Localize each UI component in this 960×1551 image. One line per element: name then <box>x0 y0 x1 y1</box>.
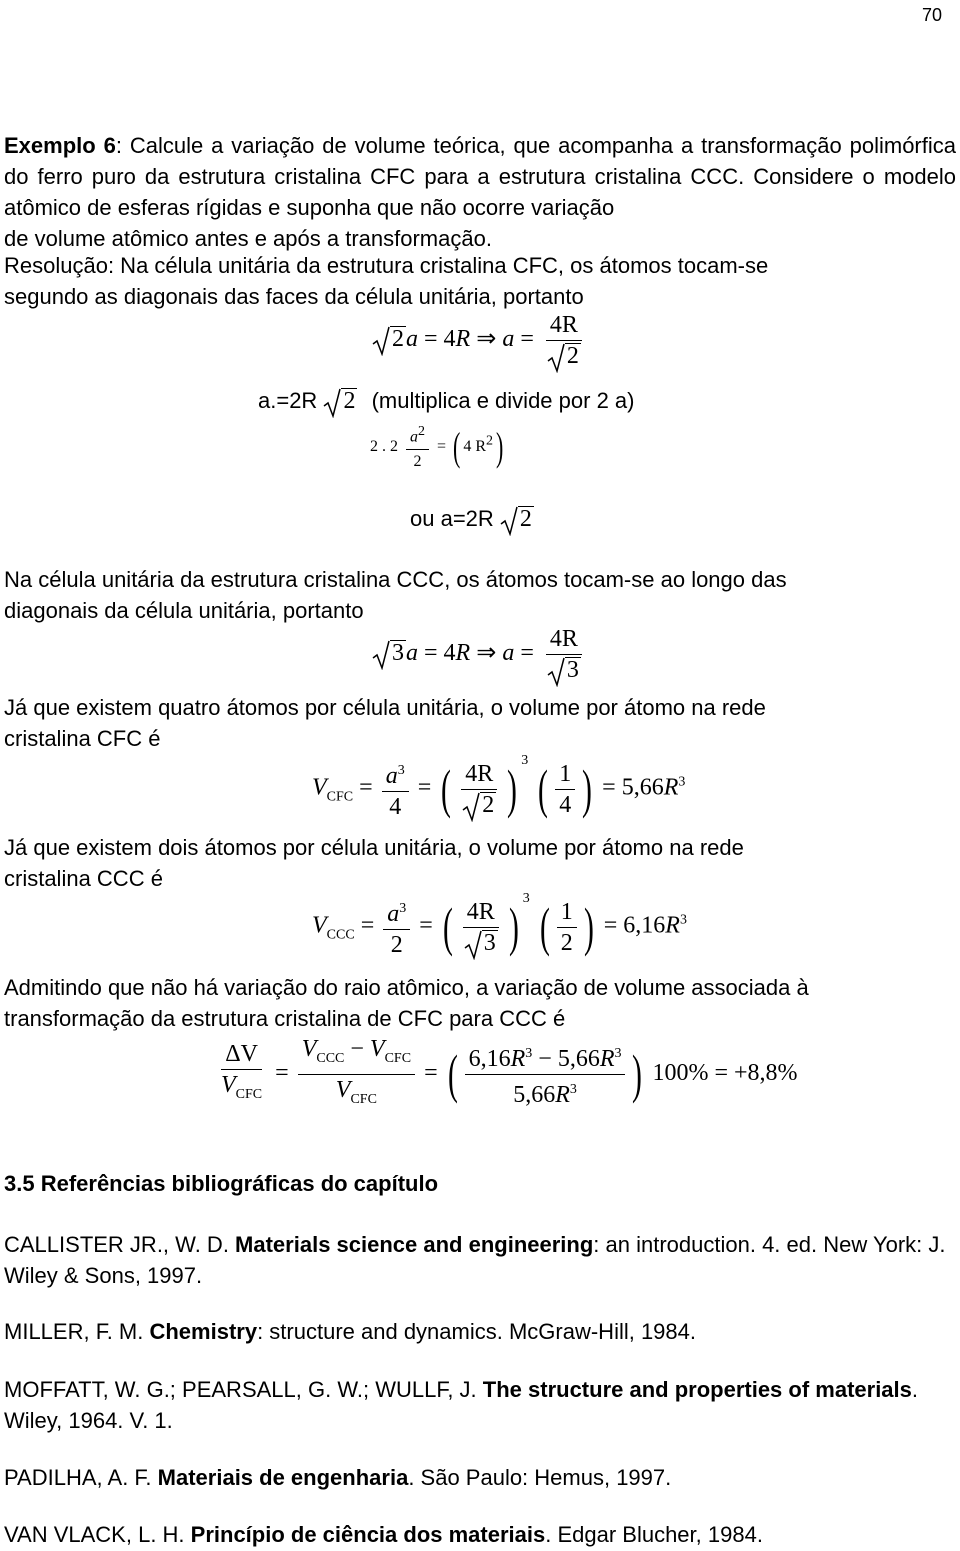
cfc-volume-paragraph: Já que existem quatro átomos por célula unitária, o volume por átomo na rede cristalina CFC é <box>4 695 766 751</box>
resolution-text-last: segundo as diagonais das faces da célula unitária, portanto <box>4 284 584 309</box>
final-paragraph: Admitindo que não há variação do raio atômico, a variação de volume associada à transformação da estrutura cristalina de CFC para CCC é <box>4 975 809 1031</box>
example-paragraph <box>4 130 956 254</box>
resolution-text: Resolução: Na célula unitária da estrutura cristalina CFC, os átomos tocam-se <box>4 253 769 278</box>
equation-volume-cfc: $V_{CFC}$ = $\frac{a^3}{4}$ = ( $\frac{4R}{2}$ ) $^3$ ( $\frac{1}{4}$ ) = $5,66R^3$ <box>312 752 686 820</box>
example-label: Exemplo 6 <box>4 133 116 158</box>
reference-item: PADILHA, A. F. Materiais de engenharia. São Paulo: Hemus, 1997. <box>4 1465 672 1490</box>
ccc-volume-paragraph: Já que existem dois átomos por célula unitária, o volume por átomo na rede cristalina CCC é <box>4 835 744 891</box>
sqrt: 2 <box>372 326 406 353</box>
reference-item: MOFFATT, W. G.; PEARSALL, G. W.; WULLF, J. The structure and properties of materials. Wiley, 1964. V. 1. <box>4 1377 919 1433</box>
reference-item: MILLER, F. M. Chemistry: structure and dynamics. McGraw-Hill, 1984. <box>4 1319 697 1344</box>
equation-ccc-lattice: 3a = 4R ⇒ a = $\frac{4R}{3}$ <box>372 626 588 683</box>
equation-multiply: 2 . 2 $\frac{a^2}{2}$ = ( 4 $R^2$) <box>370 424 504 471</box>
ccc-paragraph: Na célula unitária da estrutura cristalina CCC, os átomos tocam-se ao longo das diagonais da célula unitária, portanto <box>4 567 787 623</box>
reference-item: VAN VLACK, L. H. Princípio de ciência dos materiais. Edgar Blucher, 1984. <box>4 1522 763 1547</box>
example-text: : Calcule a variação de volume teórica, que acompanha a transformação polimórfica do ferro puro da estrutura cristalina CFC para a estrutura cristalina CCC. Considere o modelo atômico de esferas rígidas e suponha que não ocorre variação <box>4 133 956 220</box>
fraction: $\frac{4R}{2}$ <box>543 312 585 369</box>
section-heading: 3.5 Referências bibliográficas do capítulo <box>4 1171 439 1196</box>
resolution-paragraph <box>4 250 956 312</box>
page-number: 70 <box>921 5 942 25</box>
equation-cfc-lattice: 2a = 4R ⇒ a = $\frac{4R}{2}$ <box>372 312 588 369</box>
equation-volume-ccc: $V_{CCC}$ = $\frac{a^3}{2}$ = ( $\frac{4R}{3}$ ) $^3$ ( $\frac{1}{2}$ ) = $6,16R^3$ <box>312 890 687 958</box>
line-or-a-equals: ou a=2R 2 <box>410 506 532 532</box>
equation-volume-change: $\frac{\Delta V}{V_{CFC}}$ = $\frac{V_{CCC} - V_{CFC}}{V_{CFC}}$ = ( $\frac{6,16R^3 - 5,66R^3}{5,66R^3}$ ) 100% = +8,8% <box>221 1036 798 1108</box>
reference-item: CALLISTER JR., W. D. Materials science and engineering: an introduction. 4. ed. New York: J. Wiley & Sons, 1997. <box>4 1232 946 1288</box>
line-a-equals-2r: a.=2R 2 (multiplica e divide por 2 a) <box>258 388 635 414</box>
example-text-last: de volume atômico antes e após a transformação. <box>4 226 492 251</box>
